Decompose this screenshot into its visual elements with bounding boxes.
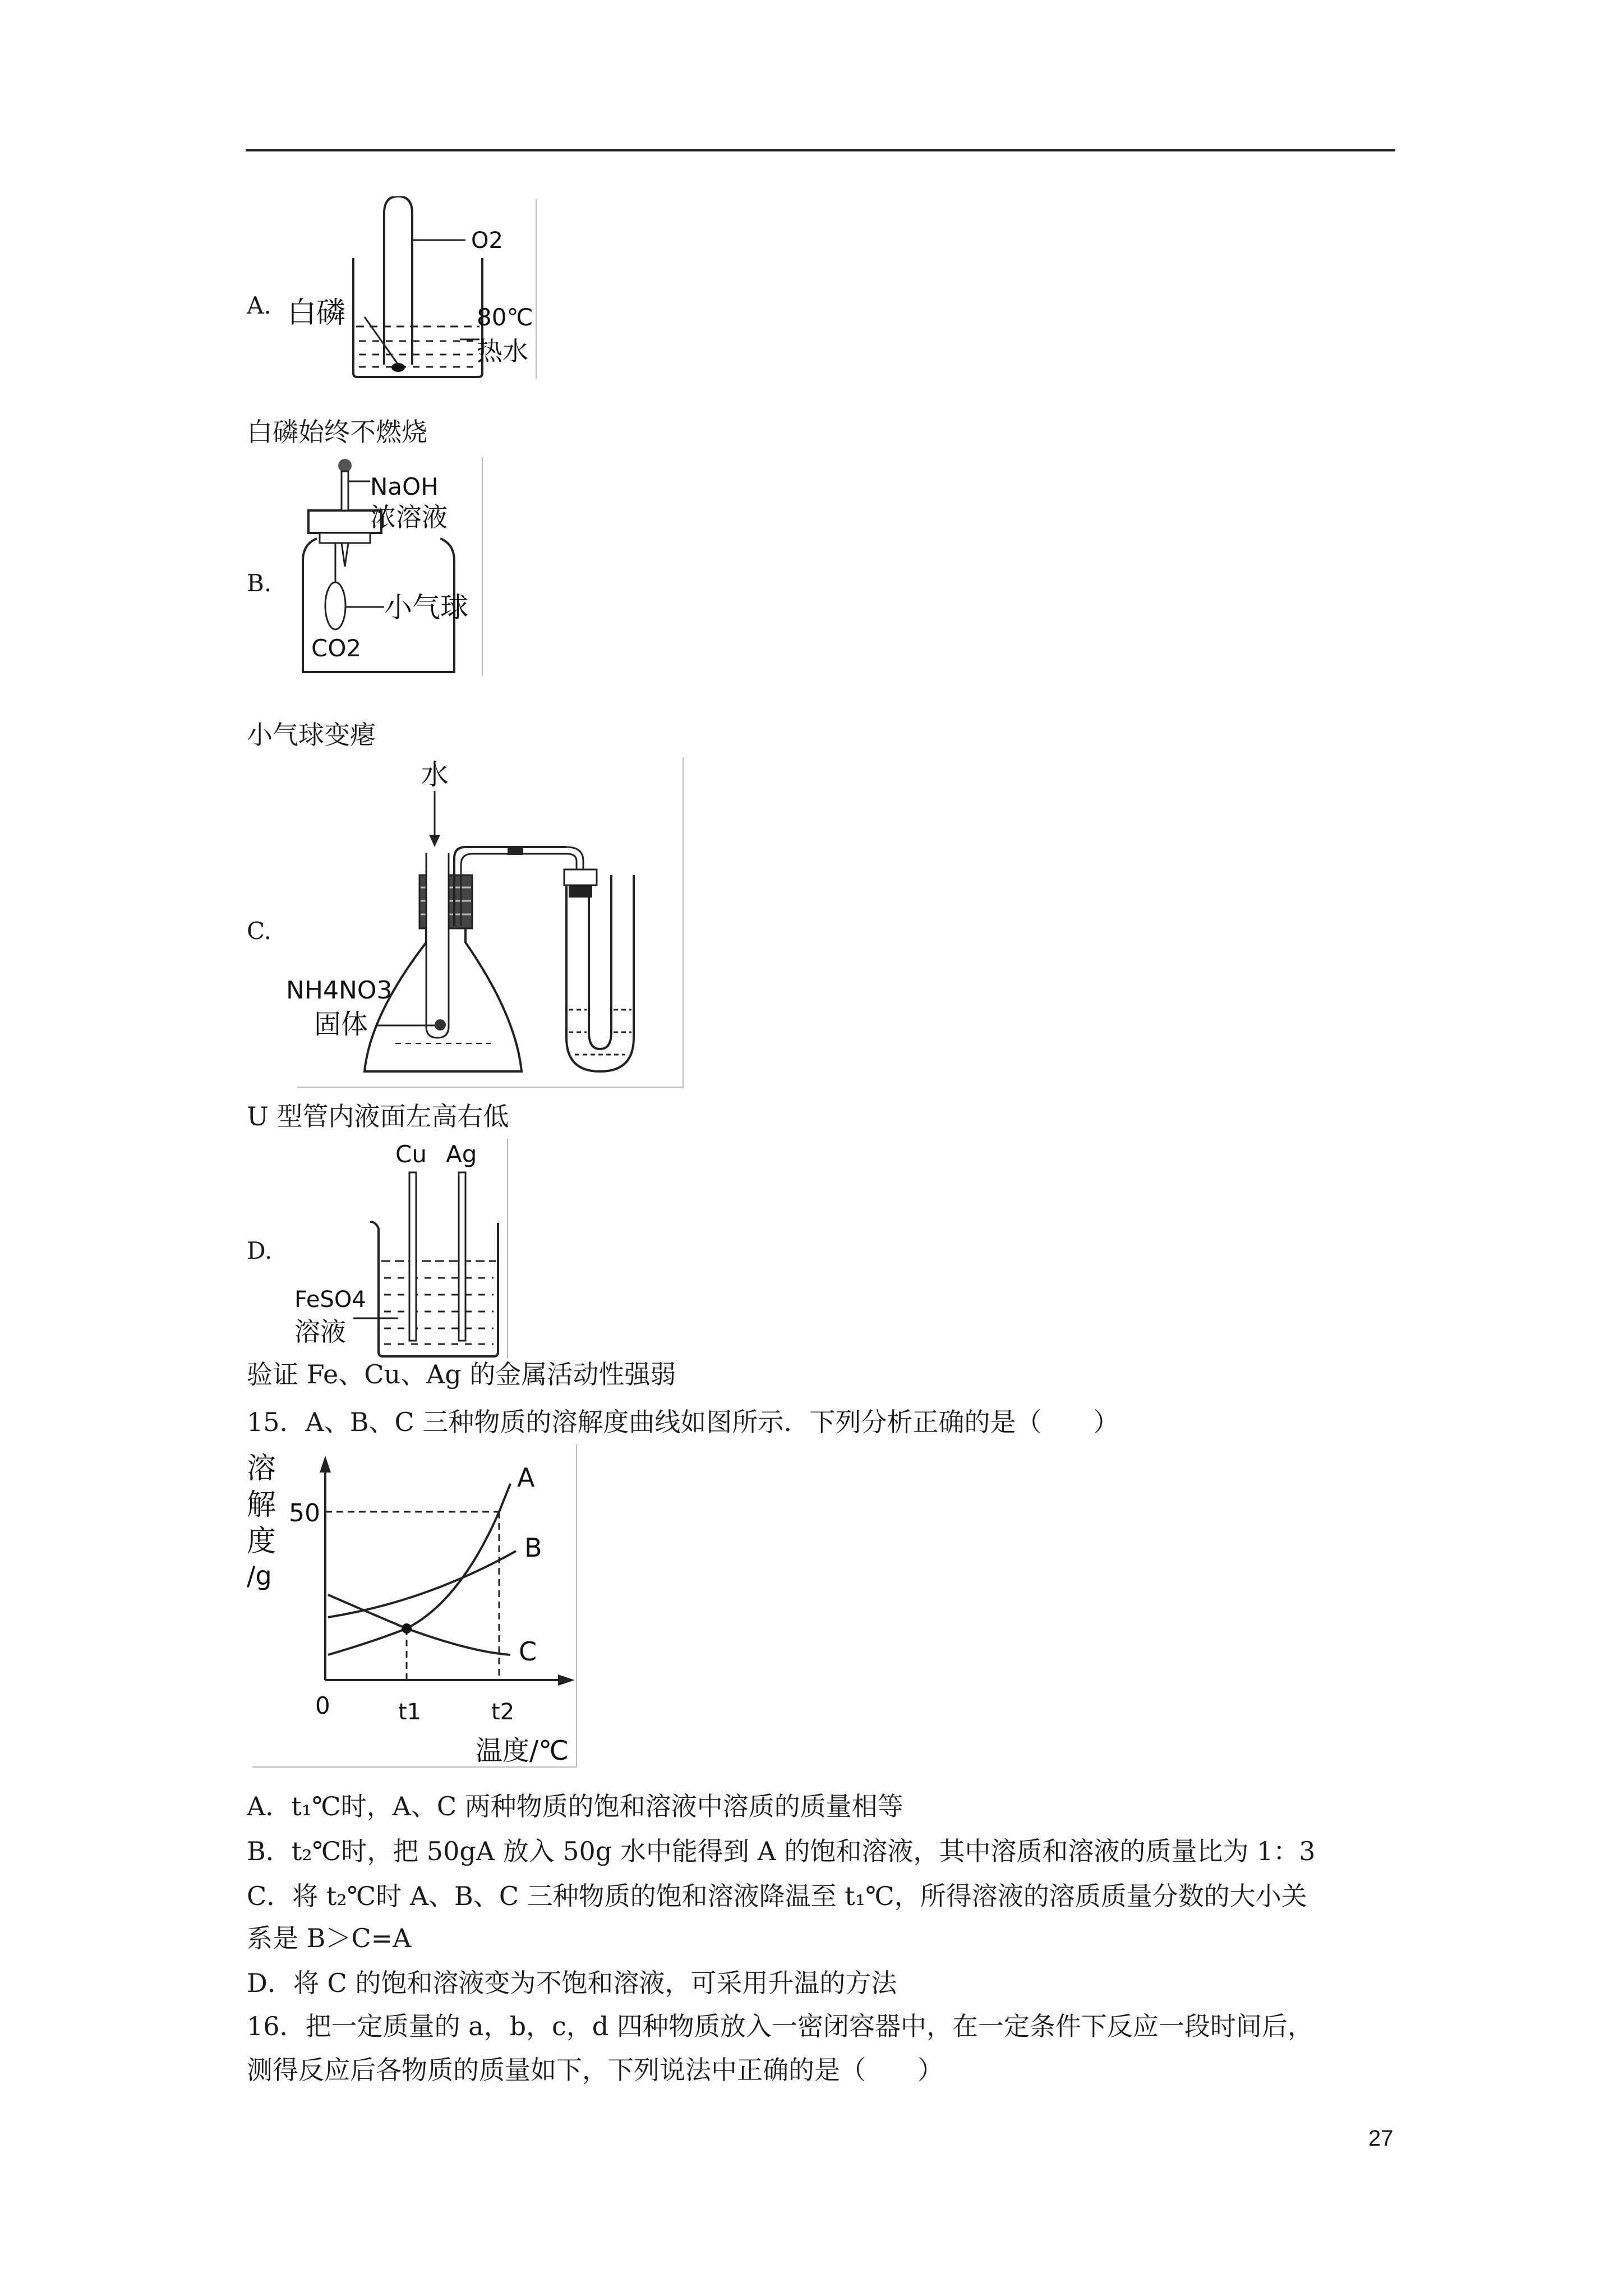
figure-b-caption: 小气球变瘪	[247, 720, 376, 750]
x-tick-t2: t2	[491, 1699, 515, 1725]
label-white-phosphorus: 白磷	[287, 296, 346, 330]
q15-option-b: B．t₂℃时，把 50gA 放入 50g 水中能得到 A 的饱和溶液，其中溶质和溶液的质量比为 1：3	[247, 1836, 1316, 1866]
header-rule	[246, 149, 1395, 151]
option-b-letter: B.	[247, 569, 272, 597]
label-water: 水	[421, 758, 449, 791]
series-label-c: C	[519, 1636, 537, 1667]
label-solid: 固体	[314, 1009, 368, 1040]
q15-option-c-line1: C．将 t₂℃时 A、B、C 三种物质的饱和溶液降温至 t₁℃，所得溶液的溶质质量分数的大小关	[247, 1881, 1307, 1911]
option-c-letter: C.	[247, 917, 271, 945]
origin-label: 0	[315, 1692, 330, 1719]
label-naoh: NaOH	[370, 473, 439, 500]
label-feso4: FeSO4	[294, 1287, 366, 1313]
label-cu: Cu	[395, 1140, 427, 1168]
figure-c-ammonium-nitrate-experiment	[286, 757, 690, 1088]
figure-a-phosphorus-experiment	[286, 196, 544, 381]
q15-option-c-line2: 系是 B＞C=A	[247, 1923, 412, 1953]
y-axis-label-2: 解	[247, 1488, 276, 1522]
x-tick-t1: t1	[398, 1699, 422, 1725]
intersection-point	[402, 1623, 412, 1634]
label-co2: CO2	[311, 634, 362, 662]
label-small-balloon: 小气球	[384, 591, 468, 624]
y-axis-label-3: 度	[247, 1525, 276, 1558]
y-axis-label-4: /g	[247, 1561, 272, 1591]
y-axis-label: 溶	[247, 1452, 276, 1485]
label-nh4no3: NH4NO3	[286, 976, 393, 1005]
q15-stem: 15．A、B、C 三种物质的溶解度曲线如图所示．下列分析正确的是（ ）	[247, 1407, 1119, 1437]
q16-line2: 测得反应后各物质的质量如下，下列说法中正确的是（ ）	[247, 2055, 943, 2085]
series-label-a: A	[517, 1462, 535, 1493]
figure-c-caption: U 型管内液面左高右低	[247, 1101, 509, 1131]
page-number: 27	[1368, 2126, 1394, 2151]
figure-d-caption: 验证 Fe、Cu、Ag 的金属活动性强弱	[247, 1359, 676, 1389]
label-concentrated-solution: 浓溶液	[370, 502, 448, 532]
x-axis-label: 温度/℃	[476, 1735, 569, 1766]
label-solution: 溶液	[294, 1317, 346, 1347]
q16-line1: 16．把一定质量的 a，b，c，d 四种物质放入一密闭容器中，在一定条件下反应一段时间后，	[247, 2011, 1313, 2041]
label-80c: 80℃	[477, 303, 533, 331]
figure-a-caption: 白磷始终不燃烧	[247, 417, 427, 447]
figure-d-metal-activity-experiment	[286, 1139, 510, 1360]
solubility-chart	[247, 1444, 583, 1770]
option-d-letter: D.	[247, 1237, 273, 1264]
series-label-b: B	[524, 1533, 542, 1563]
label-ag: Ag	[446, 1140, 477, 1168]
label-o2: O2	[471, 228, 503, 254]
option-a-letter: A.	[247, 292, 271, 319]
label-hot-water: 热水	[477, 336, 528, 366]
y-tick-50: 50	[289, 1499, 320, 1527]
q15-option-d: D．将 C 的饱和溶液变为不饱和溶液，可采用升温的方法	[247, 1968, 897, 1998]
figure-b-co2-balloon-experiment	[286, 454, 488, 679]
q15-option-a: A．t₁℃时，A、C 两种物质的饱和溶液中溶质的质量相等	[247, 1791, 903, 1821]
